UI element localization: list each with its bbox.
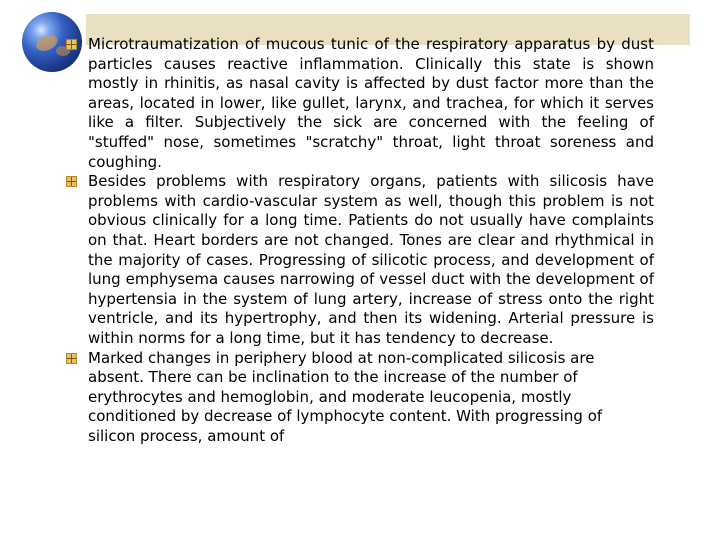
bullet-item <box>66 172 654 348</box>
bullet-marker-icon <box>66 353 77 364</box>
bullet-marker-icon <box>66 39 77 50</box>
bullet-text: Microtraumatization of mucous tunic of the respiratory apparatus by dust particles causes reactive inflammation. Clinically this state is shown mostly in rhinitis, as nasal cavity is affected by dust factor more than the areas, located in lower, like gullet, larynx, and trachea, for which it serves like a filter. Subjectively the sick are concerned with the feeling of "stuffed" nose, sometimes "scratchy" throat, light throat soreness and coughing. <box>88 35 654 171</box>
bullet-text: Marked changes in periphery blood at non-complicated silicosis are absent. There can be inclination to the increase of the number of erythrocytes and hemoglobin, and moderate leucopenia, mostly conditioned by decrease of lymphocyte content. With progressing of silicon process, amount of <box>88 348 603 445</box>
bullet-list <box>66 35 654 446</box>
bullet-item <box>66 35 654 172</box>
bullet-text: Besides problems with respiratory organs, patients with silicosis have problems with cardio-vascular system as well, though this problem is not obvious clinically for a long time. Patients do not usually have complaints on that. Heart borders are not changed. Tones are clear and rhythmical in the majority of cases. Progressing of silicotic process, and development of lung emphysema causes narrowing of vessel duct with the development of hypertensia in the system of lung artery, increase of stress onto the right ventricle, and its hypertrophy, and then its widening. Arterial pressure is within norms for a long time, but it has tendency to decrease. <box>88 172 654 347</box>
bullet-marker-icon <box>66 176 77 187</box>
bullet-item <box>66 349 654 447</box>
